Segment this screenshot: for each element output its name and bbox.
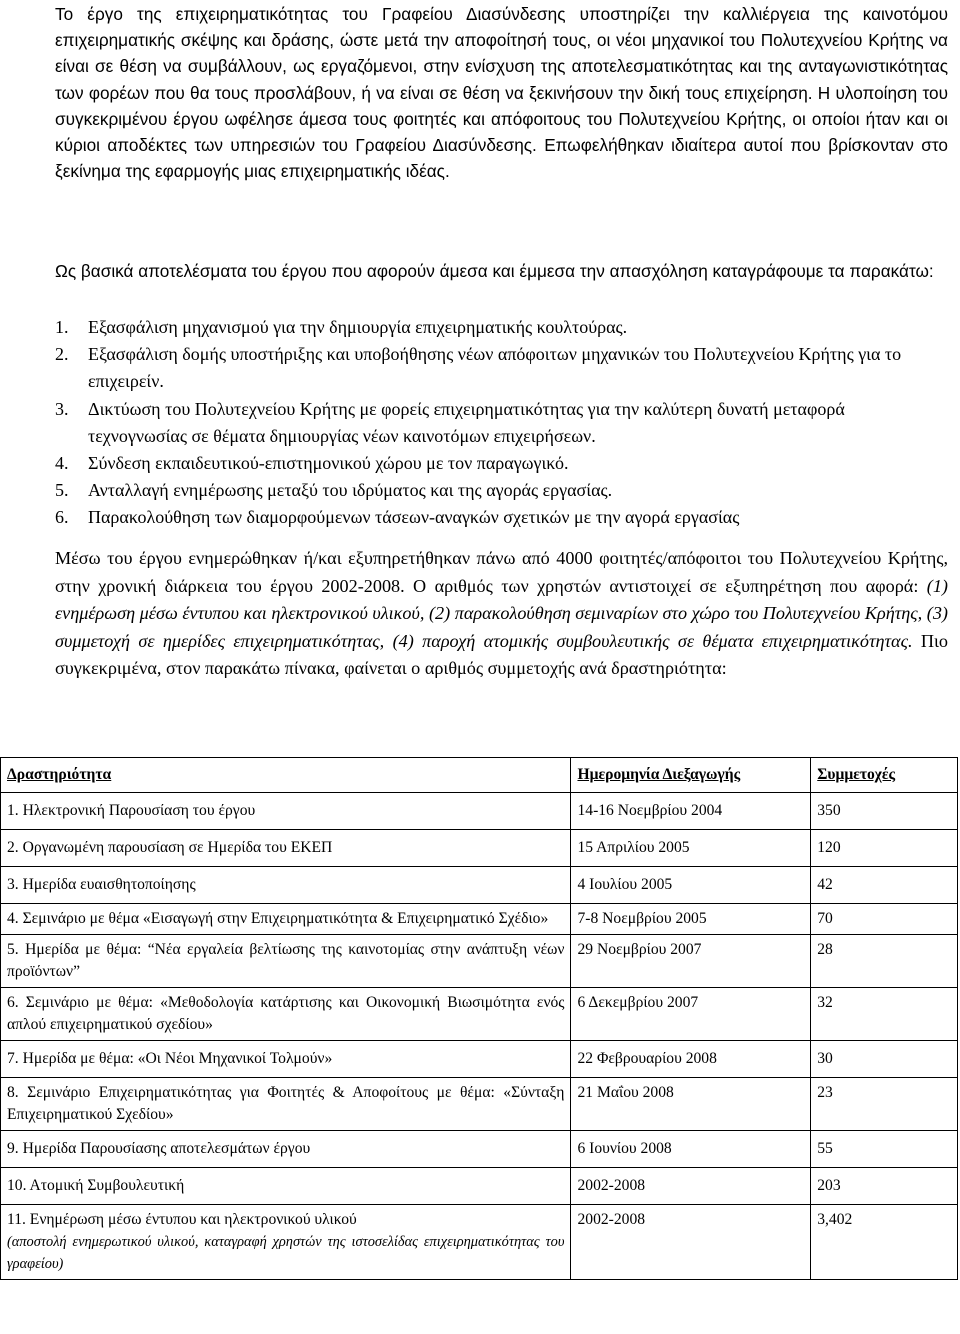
list-item: 3. Δικτύωση του Πολυτεχνείου Κρήτης με φορείς επιχειρηματικότητας για την καλύτερη δυνατή μεταφορά τεχνογνωσίας σε θέματα δημιουργίας νέων καινοτόμων επιχειρήσεων. xyxy=(55,398,845,446)
table-row: 3. Ημερίδα ευαισθητοποίησης 4 Ιουλίου 2005 42 xyxy=(1,867,958,904)
row-note: (αποστολή ενημερωτικού υλικού, καταγραφή χρηστών της ιστοσελίδας επιχειρηματικότητας του γραφείου) xyxy=(7,1234,565,1272)
table-row: 11. Ενημέρωση μέσω έντυπου και ηλεκτρονικού υλικού (αποστολή ενημερωτικού υλικού, καταγραφή χρηστών της ιστοσελίδας επιχειρηματικότητας του γραφείου) 2002-2008 3,402 xyxy=(1,1205,958,1280)
table-row: 7. Ημερίδα με θέμα: «Οι Νέοι Μηχανικοί Τολμούν» 22 Φεβρουαρίου 2008 30 xyxy=(1,1041,958,1078)
activities-table xyxy=(0,757,958,1280)
table-header-row xyxy=(1,758,958,793)
header-date: Ημερομηνία Διεξαγωγής xyxy=(571,758,811,793)
list-item: 4. Σύνδεση εκπαιδευτικού-επιστημονικού χώρου με τον παραγωγικό. xyxy=(55,453,569,474)
list-item: 2. Εξασφάλιση δομής υποστήριξης και υποβοήθησης νέων απόφοιτων μηχανικών του Πολυτεχνείου Κρήτης για το επιχειρείν. xyxy=(55,344,902,392)
table-row: 1. Ηλεκτρονική Παρουσίαση του έργου 14-16 Νοεμβρίου 2004 350 xyxy=(1,793,958,830)
intro-paragraph: Το έργο της επιχειρηματικότητας του Γραφείου Διασύνδεσης υποστηρίζει την καλλιέργεια της καινοτόμου επιχειρηματικής σκέψης και δράσης, ώστε μετά την αποφοίτησή τους, οι νέοι μηχανικοί του Πολυτεχνείου Κρήτης να είναι σε θέση να συμβάλλουν, ως εργαζόμενοι, στην ενίσχυση της αποτελεσματικότητας και της ανταγωνιστικότητας των φορέων που θα τους προσλάβουν, ή να είναι σε θέση να ξεκινήσουν την δική τους επιχείρηση. Η υλοποίηση του συγκεκριμένου έργου ωφέλησε άμεσα τους φοιτητές και απόφοιτους του Πολυτεχνείου Κρήτης, οι οποίοι ήταν και οι κύριοι αποδέκτες των υπηρεσιών του Γραφείου Διασύνδεσης. Επωφελήθηκαν ιδιαίτερα αυτοί που βρίσκονταν στο ξεκίνημα της εφαρμογής μιας επιχειρηματικής ιδέας. xyxy=(55,4,948,182)
list-item: 6. Παρακολούθηση των διαμορφούμενων τάσεων-αναγκών σχετικών με την αγορά εργασίας xyxy=(55,507,740,528)
list-item: 5. Ανταλλαγή ενημέρωσης μεταξύ του ιδρύματος και της αγοράς εργασίας. xyxy=(55,480,613,501)
header-activity: Δραστηριότητα xyxy=(1,758,571,793)
table-row: 2. Οργανωμένη παρουσίαση σε Ημερίδα του ΕΚΕΠ 15 Απριλίου 2005 120 xyxy=(1,830,958,867)
table-row: 5. Ημερίδα με θέμα: “Νέα εργαλεία βελτίωσης της καινοτομίας στην ανάπτυξη νέων προϊόντων” 29 Νοεμβρίου 2007 28 xyxy=(1,935,958,988)
table-row: 10. Ατομική Συμβουλευτική 2002-2008 203 xyxy=(1,1168,958,1205)
header-count: Συμμετοχές xyxy=(811,758,958,793)
table-row: 4. Σεμινάριο με θέμα «Εισαγωγή στην Επιχειρηματικότητα & Επιχειρηματικό Σχέδιο» 7-8 Νοεμβρίου 2005 70 xyxy=(1,904,958,935)
summary-paragraph: Μέσω του έργου ενημερώθηκαν ή/και εξυπηρετήθηκαν πάνω από 4000 φοιτητές/απόφοιτοι του Πολυτεχνείου Κρήτης, στην χρονική διάρκεια του έργου 2002-2008. Ο αριθμός των χρηστών αντιστοιχεί σε εξυπηρέτηση που αφορά: (1) ενημέρωση μέσω έντυπου και ηλεκτρονικού υλικού, (2) παρακολούθηση σεμιναρίων στο χώρο του Πολυτεχνείου Κρήτης, (3) συμμετοχή σε ημερίδες επιχειρηματικότητας, (4) παροχή ατομικής συμβουλευτικής σε θέματα επιχειρηματικότητας. Πιο συγκεκριμένα, στον παρακάτω πίνακα, φαίνεται ο αριθμός συμμετοχής ανά δραστηριότητα: xyxy=(55,548,948,679)
results-list xyxy=(55,314,948,532)
list-item: 1. Εξασφάλιση μηχανισμού για την δημιουργία επιχειρηματικής κουλτούρας. xyxy=(55,317,628,337)
table-row: 8. Σεμινάριο Επιχειρηματικότητας για Φοιτητές & Αποφοίτους με θέμα: «Σύνταξη Επιχειρηματικού Σχεδίου» 21 Μαΐου 2008 23 xyxy=(1,1078,958,1131)
summary-italic: (1) ενημέρωση μέσω έντυπου και ηλεκτρονικού υλικού, (2) παρακολούθηση σεμιναρίων στο χώρο του Πολυτεχνείου Κρήτης, (3) συμμετοχή σε ημερίδες επιχειρηματικότητας, (4) παροχή ατομικής συμβουλευτικής σε θέματα επιχειρηματικότητας. xyxy=(55,575,948,651)
table-row: 6. Σεμινάριο με θέμα: «Μεθοδολογία κατάρτισης και Οικονομική Βιωσιμότητα ενός απλού επιχειρηματικού σχεδίου» 6 Δεκεμβρίου 2007 32 xyxy=(1,988,958,1041)
table-row: 9. Ημερίδα Παρουσίασης αποτελεσμάτων έργου 6 Ιουνίου 2008 55 xyxy=(1,1131,958,1168)
results-intro: Ως βασικά αποτελέσματα του έργου που αφορούν άμεσα και έμμεσα την απασχόληση καταγράφουμε τα παρακάτω: xyxy=(55,261,934,281)
